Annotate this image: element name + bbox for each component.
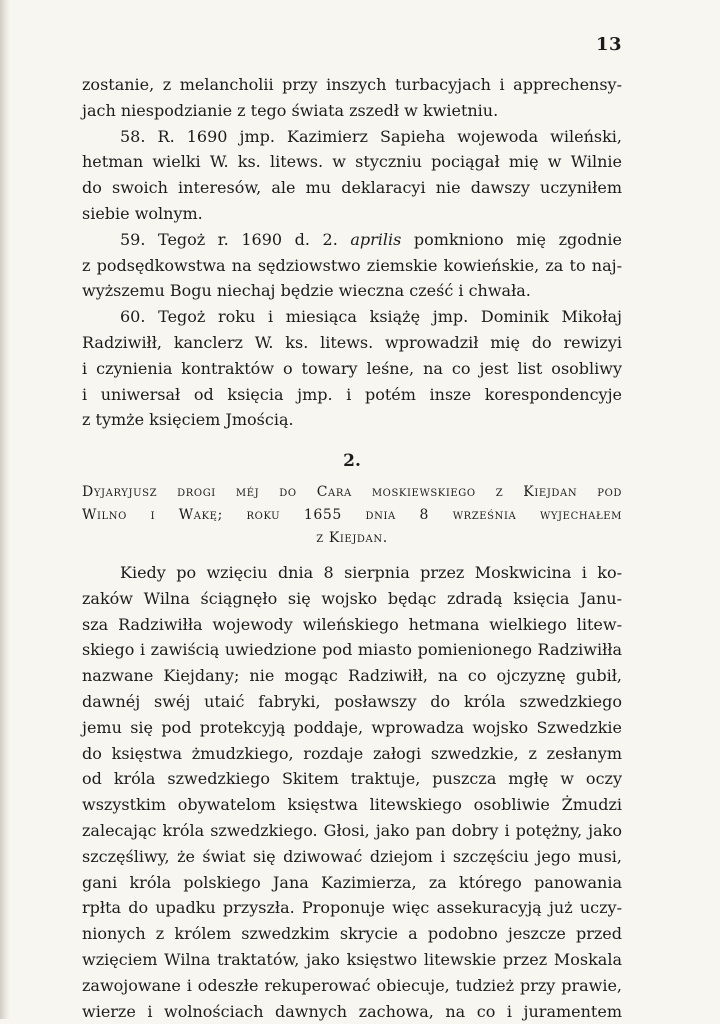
text-line: wierze i wolnościach dawnych zachowa, na co i juramentem bbox=[82, 999, 622, 1024]
text-line: dawnéj swéj utaić fabryki, posławszy do króla szwedzkiego bbox=[82, 689, 622, 715]
heading-line: Wilno i Wakę; roku 1655 dnia 8 września wyjechałem bbox=[82, 504, 622, 527]
section-number: 2. bbox=[82, 449, 622, 475]
paragraph-body bbox=[82, 560, 622, 1024]
text-line: sza Radziwiłła wojewody wileńskiego hetmana wielkiego litew- bbox=[82, 612, 622, 638]
text-line: jach niespodzianie z tego świata zszedł w kwietniu. bbox=[82, 98, 622, 124]
page-number: 13 bbox=[596, 34, 622, 55]
paragraph-60 bbox=[82, 304, 622, 433]
text-line: szczęśliwy, że świat się dziwować dziejom i szczęściu jego musi, bbox=[82, 844, 622, 870]
text-line: 60. Tegoż roku i miesiąca książę jmp. Dominik Mikołaj bbox=[82, 304, 622, 330]
page-text bbox=[82, 72, 622, 1024]
text-line: wyższemu Bogu niechaj będzie wieczna cześć i chwała. bbox=[82, 278, 622, 304]
text-line: i czynienia kontraktów o towary leśne, na co jest list osobliwy bbox=[82, 356, 622, 382]
text-line: i uniwersał od księcia jmp. i potém insze korespondencyje bbox=[82, 382, 622, 408]
italic-word: aprilis bbox=[350, 230, 401, 249]
text-line: skiego i zawiścią uwiedzione pod miasto pomienionego Radziwiłła bbox=[82, 637, 622, 663]
text-line: z tymże księciem Jmością. bbox=[82, 407, 622, 433]
text-line: do swoich interesów, ale mu deklaracyi nie dawszy uczyniłem bbox=[82, 175, 622, 201]
page-edge-shadow bbox=[0, 0, 10, 1019]
heading-line: Dyjaryjusz drogi méj do Cara moskiewskiego z Kiejdan pod bbox=[82, 481, 622, 504]
text-line: Radziwiłł, kanclerz W. ks. litews. wprowadził mię do rewizyi bbox=[82, 330, 622, 356]
text-line: siebie wolnym. bbox=[82, 201, 622, 227]
text-line: z podsędkowstwa na sędziowstwo ziemskie kowieńskie, za to naj- bbox=[82, 253, 622, 279]
paragraph-58 bbox=[82, 124, 622, 227]
text-line: Kiedy po wzięciu dnia 8 sierpnia przez Moskwicina i ko- bbox=[82, 560, 622, 586]
paragraph-59 bbox=[82, 227, 622, 304]
text-line: 58. R. 1690 jmp. Kazimierz Sapieha wojewoda wileński, bbox=[82, 124, 622, 150]
text-line: zaków Wilna ściągnęło się wojsko będąc zdradą księcia Janu- bbox=[82, 586, 622, 612]
text-line: zostanie, z melancholii przy inszych turbacyjach i apprechensy- bbox=[82, 72, 622, 98]
text-line: jemu się pod protekcyją poddaje, wprowadza wojsko Szwedzkie bbox=[82, 715, 622, 741]
section-heading bbox=[82, 481, 622, 550]
text-line: zawojowane i odeszłe rekuperować obiecuje, tudzież przy prawie, bbox=[82, 973, 622, 999]
text-line: 59. Tegoż r. 1690 d. 2. aprilis pomkniono mię zgodnie bbox=[82, 227, 622, 253]
text-line: nazwane Kiejdany; nie mogąc Radziwiłł, na co ojczyznę gubił, bbox=[82, 663, 622, 689]
text-line: do księstwa żmudzkiego, rozdaje załogi szwedzkie, z zesłanym bbox=[82, 741, 622, 767]
text-line: zalecając króla szwedzkiego. Głosi, jako pan dobry i potężny, jako bbox=[82, 818, 622, 844]
paragraph-continued bbox=[82, 72, 622, 124]
text-line: hetman wielki W. ks. litews. w styczniu pociągał mię w Wilnie bbox=[82, 149, 622, 175]
text-line: wzięciem Wilna traktatów, jako księstwo litewskie przez Moskala bbox=[82, 947, 622, 973]
text-line: od króla szwedzkiego Skitem traktuje, puszcza mgłę w oczy bbox=[82, 766, 622, 792]
text-line: wszystkim obywatelom księstwa litewskiego osobliwie Żmudzi bbox=[82, 792, 622, 818]
text-line: gani króla polskiego Jana Kazimierza, za którego panowania bbox=[82, 870, 622, 896]
text-line: nionych z królem szwedzkim skrycie a podobno jeszcze przed bbox=[82, 921, 622, 947]
text-line: rpłta do upadku przyszła. Proponuje więc assekuracyją już uczy- bbox=[82, 895, 622, 921]
heading-line: z Kiejdan. bbox=[82, 527, 622, 550]
